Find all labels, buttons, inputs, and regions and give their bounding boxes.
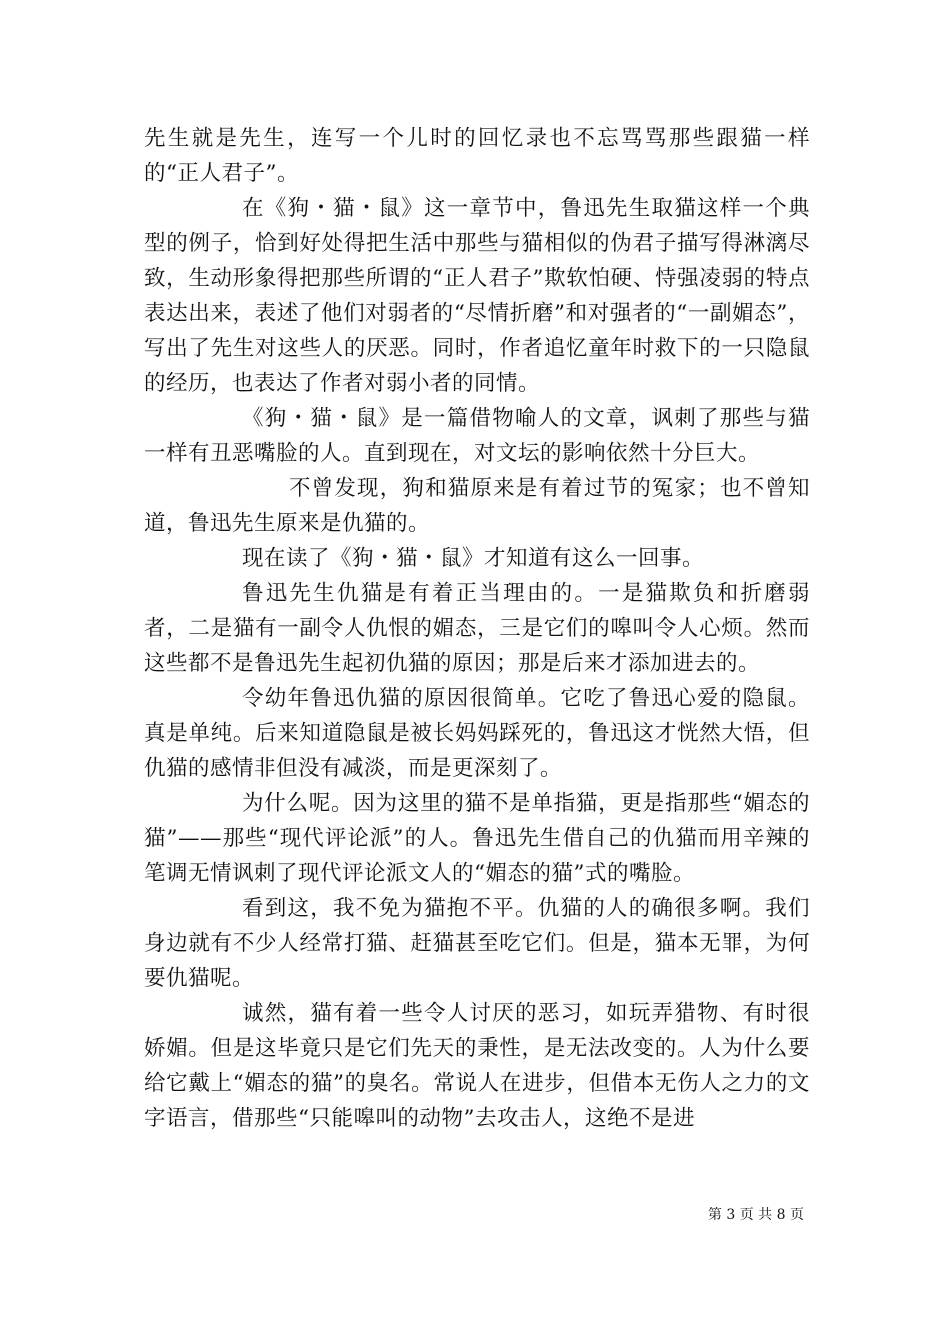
paragraph-2: 在《狗・猫・鼠》这一章节中，鲁迅先生取猫这样一个典型的例子，恰到好处得把生活中那些与猫相似的伪君子描写得淋漓尽致，生动形象得把那些所谓的“正人君子”欺软怕硬、恃强凌弱的特点表达出来，表述了他们对弱者的“尽情折磨”和对强者的“一副媚态”，写出了先生对这些人的厌恶。同时，作者追忆童年时救下的一只隐鼠的经历，也表达了作者对弱小者的同情。: [144, 196, 810, 396]
paragraph-4: 不曾发现，狗和猫原来是有着过节的冤家；也不曾知道，鲁迅先生原来是仇猫的。: [144, 476, 810, 536]
page-number: 第 3 页 共 8 页: [707, 1207, 804, 1223]
document-body: [144, 121, 810, 1136]
paragraph-6: 鲁迅先生仇猫是有着正当理由的。一是猫欺负和折磨弱者，二是猫有一副令人仇恨的媚态，三是它们的嗥叫令人心烦。然而这些都不是鲁迅先生起初仇猫的原因；那是后来才添加进去的。: [144, 581, 810, 676]
paragraph-5: 现在读了《狗・猫・鼠》才知道有这么一回事。: [242, 546, 705, 571]
paragraph-9: 看到这，我不免为猫抱不平。仇猫的人的确很多啊。我们身边就有不少人经常打猫、赶猫甚至吃它们。但是，猫本无罪，为何要仇猫呢。: [144, 896, 810, 991]
paragraph-7: 令幼年鲁迅仇猫的原因很简单。它吃了鲁迅心爱的隐鼠。真是单纯。后来知道隐鼠是被长妈妈踩死的，鲁迅这才恍然大悟，但仇猫的感情非但没有减淡，而是更深刻了。: [144, 686, 810, 781]
paragraph-10: 诚然，猫有着一些令人讨厌的恶习，如玩弄猎物、有时很娇媚。但是这毕竟只是它们先天的秉性，是无法改变的。人为什么要给它戴上“媚态的猫”的臭名。常说人在进步，但借本无伤人之力的文字语言，借那些“只能嗥叫的动物”去攻击人，这绝不是进: [144, 1001, 810, 1131]
paragraph-1: 先生就是先生，连写一个儿时的回忆录也不忘骂骂那些跟猫一样的“正人君子”。: [144, 126, 810, 186]
paragraph-3: 《狗・猫・鼠》是一篇借物喻人的文章，讽刺了那些与猫一样有丑恶嘴脸的人。直到现在，对文坛的影响依然十分巨大。: [144, 406, 810, 466]
paragraph-8: 为什么呢。因为这里的猫不是单指猫，更是指那些“媚态的猫”——那些“现代评论派”的人。鲁迅先生借自己的仇猫而用辛辣的笔调无情讽刺了现代评论派文人的“媚态的猫”式的嘴脸。: [144, 791, 810, 886]
